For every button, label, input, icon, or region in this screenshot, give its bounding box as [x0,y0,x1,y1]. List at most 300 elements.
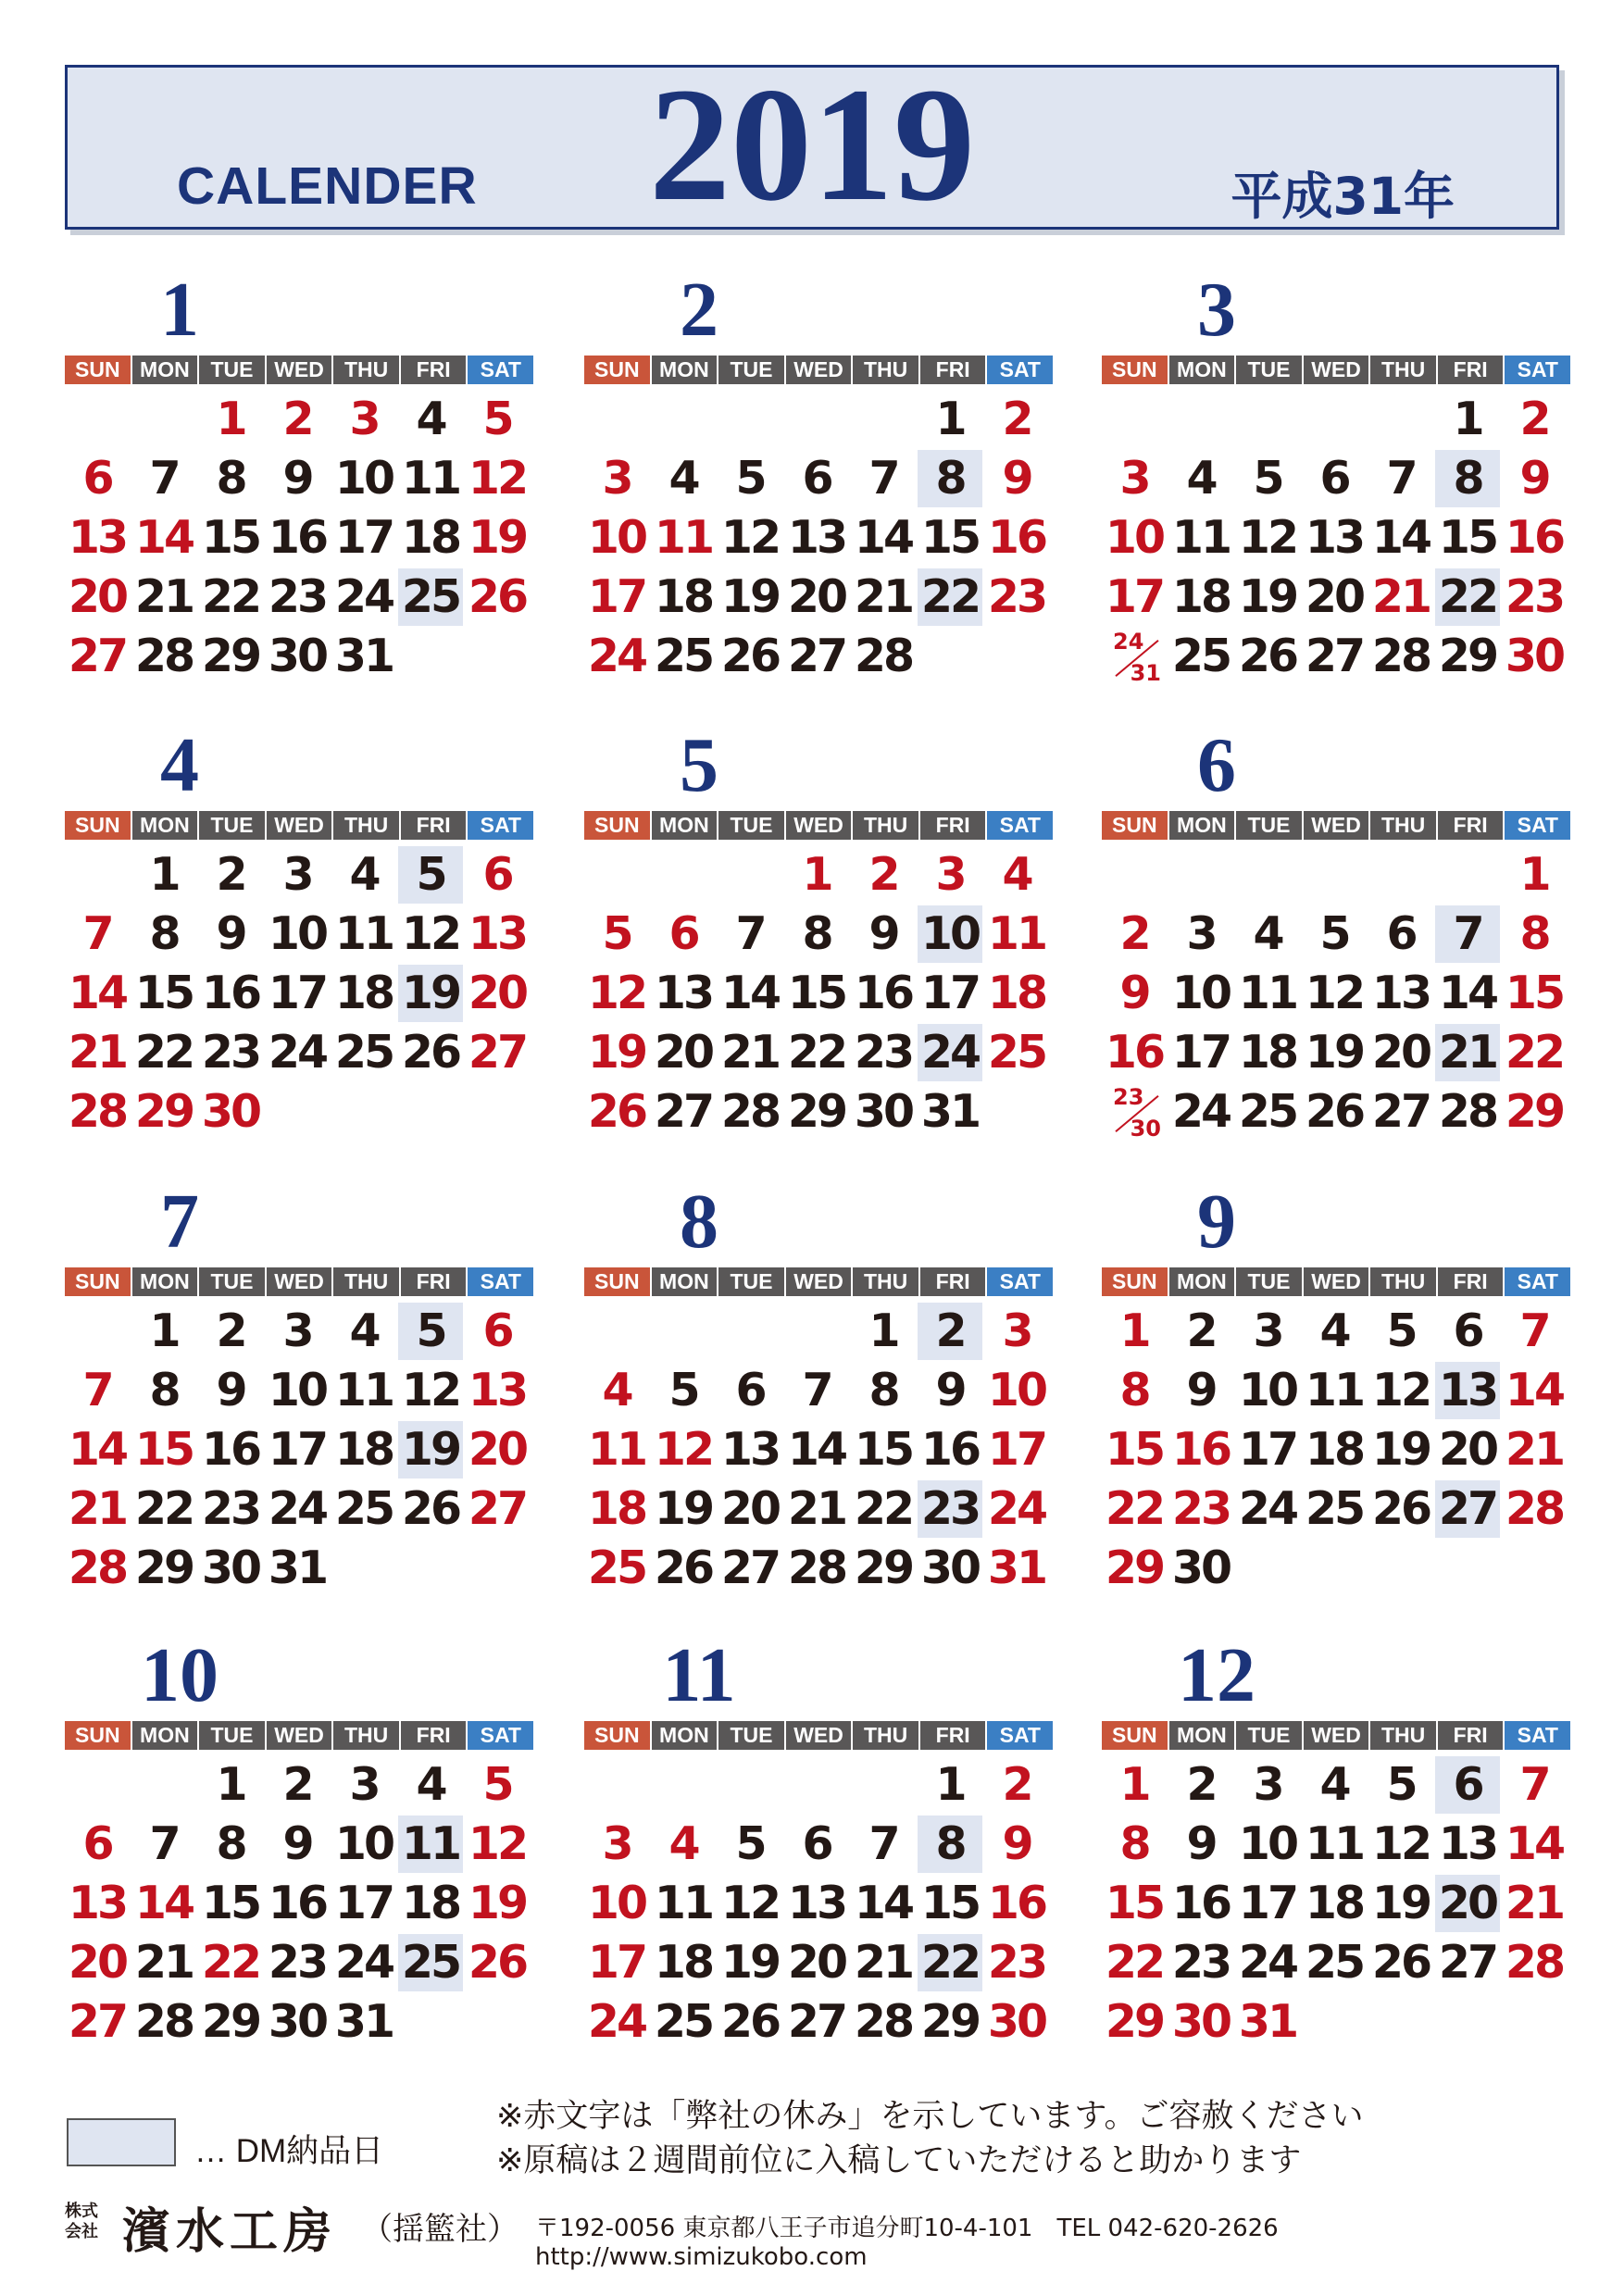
weekday-sat: SAT [987,1267,1053,1296]
day-cell: 29 [787,1085,846,1138]
day-cell: 19 [398,965,463,1022]
day-cell: 9 [282,1817,312,1870]
day-cell: 18 [334,967,394,1019]
day-cell: 13 [1371,967,1430,1019]
day-cell: 30 [201,1085,260,1138]
day-cell: 2 [216,848,245,901]
day-cell: 8 [1435,450,1500,507]
weekday-tue: TUE [199,356,265,384]
day-cell: 27 [1438,1936,1497,1989]
day-cell: 2 [1519,393,1549,445]
day-cell: 22 [854,1482,913,1535]
day-cell: 2 [1186,1758,1216,1811]
month-number: 8 [680,1179,718,1265]
weekday-mon: MON [652,1267,718,1296]
day-cell: 22 [1505,1026,1564,1079]
day-cell: 23 [268,1936,327,1989]
day-cell: 29 [134,1085,194,1138]
weekday-fri: FRI [920,356,986,384]
day-cell: 15 [134,1423,194,1476]
weekday-thu: THU [333,811,399,840]
day-cell: 6 [82,1817,112,1870]
weekday-thu: THU [333,1267,399,1296]
day-cell: 23 [1171,1482,1230,1535]
day-cell: 13 [1305,511,1364,564]
weekday-fri: FRI [1438,356,1504,384]
day-cell: 25 [334,1026,394,1079]
weekday-sat: SAT [1505,356,1570,384]
day-cell: 24 [587,630,646,682]
month-12 [1102,1634,1570,2060]
month-1 [65,268,533,694]
day-cell: 19 [587,1026,646,1079]
day-cell: 30 [268,630,327,682]
weekday-header [1102,811,1570,840]
day-cell: 18 [654,1936,713,1989]
weekday-header [584,1721,1053,1750]
day-cell: 6 [802,1817,831,1870]
day-cell: 16 [268,511,327,564]
day-cell: 27 [720,1541,780,1594]
day-cell: 30 [920,1541,980,1594]
weekday-wed: WED [267,811,332,840]
month-4 [65,724,533,1150]
day-cell: 31 [268,1541,327,1594]
day-cell: 5 [398,1303,463,1360]
weekday-tue: TUE [718,811,784,840]
weekday-sun: SUN [584,811,650,840]
day-cell: 11 [987,907,1046,960]
day-cell: 6 [1319,452,1349,505]
day-cell: 3 [602,452,631,505]
day-cell: 6 [735,1364,765,1416]
day-cell: 10 [587,511,646,564]
day-cell: 2 [1186,1304,1216,1357]
day-cell: 23 [268,570,327,623]
day-cell: 4 [1319,1304,1349,1357]
day-cell: 29 [201,1995,260,2048]
day-cell: 26 [1238,630,1297,682]
month-number: 10 [141,1632,219,1718]
day-cell: 8 [149,907,179,960]
day-cell: 10 [587,1877,646,1929]
weekday-wed: WED [786,356,852,384]
weekday-fri: FRI [401,356,467,384]
day-cell: 27 [787,630,846,682]
day-cell: 22 [1105,1482,1164,1535]
day-cell: 13 [68,1877,127,1929]
day-cell: 9 [1186,1817,1216,1870]
day-cell: 21 [854,570,913,623]
day-cell: 30 [1171,1541,1230,1594]
day-cell: 31 [334,630,394,682]
day-cell: 10 [334,452,394,505]
day-cell: 5 [482,1758,512,1811]
day-cell: 15 [201,1877,260,1929]
day-cell: 15 [787,967,846,1019]
day-cell: 12 [1371,1817,1430,1870]
day-cell: 20 [468,967,527,1019]
day-cell: 31 [1238,1995,1297,2048]
day-cell: 27 [68,1995,127,2048]
day-cell: 10 [1238,1817,1297,1870]
day-cell: 22 [918,1934,982,1991]
month-number: 5 [680,722,718,808]
weekday-tue: TUE [718,356,784,384]
day-cell: 28 [787,1541,846,1594]
weekday-header [584,1267,1053,1296]
day-cell: 17 [587,570,646,623]
weekday-wed: WED [786,811,852,840]
weekday-mon: MON [652,1721,718,1750]
note-manuscript: ※原稿は２週間前位に入稿していただけると助かります [496,2142,1302,2179]
day-cell: 26 [1305,1085,1364,1138]
weekday-tue: TUE [199,811,265,840]
day-cell: 6 [802,452,831,505]
day-cell: 1 [1119,1758,1149,1811]
day-cell: 1 [935,1758,965,1811]
day-cell: 8 [216,452,245,505]
day-cell: 29 [854,1541,913,1594]
day-cell: 10 [268,1364,327,1416]
day-cell: 23 [854,1026,913,1079]
day-cell: 16 [920,1423,980,1476]
day-cell: 18 [1305,1423,1364,1476]
day-cell: 2 [1002,1758,1031,1811]
day-cell: 21 [854,1936,913,1989]
day-cell: 8 [216,1817,245,1870]
weekday-sun: SUN [584,356,650,384]
day-cell: 1 [802,848,831,901]
weekday-tue: TUE [1236,356,1302,384]
weekday-fri: FRI [401,1721,467,1750]
day-cell: 1 [1453,393,1482,445]
day-cell: 3 [602,1817,631,1870]
day-cell: 20 [654,1026,713,1079]
day-cell: 5 [668,1364,698,1416]
weekday-mon: MON [132,356,198,384]
day-cell: 17 [268,967,327,1019]
weekday-thu: THU [1370,356,1436,384]
day-cell: 2 [1002,393,1031,445]
weekday-sun: SUN [1102,1267,1168,1296]
weekday-sun: SUN [1102,356,1168,384]
weekday-mon: MON [132,1267,198,1296]
day-cell: 29 [1105,1995,1164,2048]
dm-legend-text: … DM納品日 [194,2133,384,2169]
day-cell: 24 [334,1936,394,1989]
weekday-mon: MON [652,356,718,384]
weekday-fri: FRI [1438,1721,1504,1750]
day-cell: 21 [68,1482,127,1535]
day-cell: 25 [987,1026,1046,1079]
day-cell: 28 [134,630,194,682]
day-cell: 15 [134,967,194,1019]
day-cell: 3 [935,848,965,901]
day-cell: 11 [398,1816,463,1873]
day-cell: 15 [1105,1423,1164,1476]
day-cell: 15 [1105,1877,1164,1929]
day-cell: 24 [587,1995,646,2048]
day-cell: 13 [787,511,846,564]
day-cell: 28 [68,1085,127,1138]
day-cell: 3 [282,848,312,901]
day-cell: 25 [398,1934,463,1991]
weekday-wed: WED [1304,1721,1369,1750]
day-cell: 27 [468,1482,527,1535]
day-cell: 21 [1435,1024,1500,1081]
day-cell: 16 [1171,1423,1230,1476]
weekday-header [65,1721,533,1750]
day-cell: 14 [720,967,780,1019]
weekday-sat: SAT [987,356,1053,384]
day-cell: 13 [720,1423,780,1476]
day-cell: 20 [787,570,846,623]
day-cell: 19 [720,570,780,623]
day-cell: 19 [398,1421,463,1479]
day-cell: 16 [268,1877,327,1929]
day-cell: 12 [468,1817,527,1870]
day-cell: 5 [398,846,463,904]
day-cell: 25 [398,568,463,626]
day-cell: 22 [787,1026,846,1079]
day-cell: 21 [1505,1423,1564,1476]
weekday-tue: TUE [718,1721,784,1750]
day-cell: 3 [1253,1304,1282,1357]
day-cell: 16 [854,967,913,1019]
day-cell: 13 [468,1364,527,1416]
month-2 [584,268,1053,694]
weekday-mon: MON [132,1721,198,1750]
split-date-top: 24 [1113,629,1144,655]
month-8 [584,1180,1053,1606]
day-cell: 20 [720,1482,780,1535]
day-cell: 26 [401,1482,460,1535]
day-cell: 15 [854,1423,913,1476]
month-number: 9 [1197,1179,1236,1265]
day-cell: 20 [1305,570,1364,623]
day-cell: 22 [134,1482,194,1535]
day-cell: 1 [216,1758,245,1811]
day-cell: 28 [854,1995,913,2048]
day-cell [1102,628,1167,685]
day-cell: 14 [1505,1817,1564,1870]
day-cell: 23 [987,1936,1046,1989]
day-cell: 8 [149,1364,179,1416]
day-cell: 20 [1435,1875,1500,1932]
weekday-mon: MON [1169,1267,1235,1296]
day-cell: 3 [1186,907,1216,960]
day-cell: 18 [1171,570,1230,623]
day-cell: 26 [468,570,527,623]
day-cell: 4 [349,848,379,901]
day-cell: 12 [720,511,780,564]
day-cell: 27 [654,1085,713,1138]
day-cell: 7 [82,1364,112,1416]
day-cell: 8 [918,450,982,507]
weekday-header [584,811,1053,840]
weekday-wed: WED [1304,356,1369,384]
day-cell: 11 [401,452,460,505]
day-cell: 22 [1435,568,1500,626]
day-cell: 15 [201,511,260,564]
day-cell: 24 [268,1482,327,1535]
day-cell: 10 [1171,967,1230,1019]
day-cell: 17 [987,1423,1046,1476]
day-cell: 1 [149,1304,179,1357]
weekday-fri: FRI [920,811,986,840]
day-cell: 2 [216,1304,245,1357]
day-cell: 7 [868,1817,898,1870]
day-cell: 9 [216,1364,245,1416]
weekday-wed: WED [1304,1267,1369,1296]
split-date [1107,629,1163,686]
day-cell: 15 [1438,511,1497,564]
day-cell: 14 [1505,1364,1564,1416]
brand-logo: 濱水工房 [122,2203,338,2260]
day-cell: 23 [987,570,1046,623]
month-number: 3 [1197,267,1236,353]
day-cell: 14 [134,1877,194,1929]
day-cell: 30 [1505,630,1564,682]
calendar-header [65,55,1559,235]
weekday-header [1102,1721,1570,1750]
day-cell: 20 [68,1936,127,1989]
split-date-bottom: 30 [1130,1116,1161,1142]
day-cell: 13 [68,511,127,564]
day-cell: 5 [1319,907,1349,960]
day-cell: 13 [1438,1817,1497,1870]
weekday-wed: WED [786,1721,852,1750]
day-cell: 31 [920,1085,980,1138]
day-cell: 25 [587,1541,646,1594]
month-number: 11 [662,1632,736,1718]
day-cell: 24 [268,1026,327,1079]
weekday-wed: WED [267,1267,332,1296]
day-cell: 1 [1519,848,1549,901]
contact-info: 〒192-0056 東京都八王子市追分町10-4-101 TEL 042-620-2626 http://www.simizukobo.com [535,2215,1303,2271]
day-cell: 18 [987,967,1046,1019]
weekday-thu: THU [1370,1721,1436,1750]
day-cell: 2 [282,1758,312,1811]
day-cell: 31 [987,1541,1046,1594]
day-cell: 6 [1435,1756,1500,1814]
day-cell: 21 [68,1026,127,1079]
day-cell: 25 [1171,630,1230,682]
day-cell: 7 [1519,1304,1549,1357]
weekday-wed: WED [1304,811,1369,840]
day-cell: 17 [334,511,394,564]
day-cell: 1 [216,393,245,445]
day-cell: 8 [1119,1817,1149,1870]
month-number: 1 [160,267,199,353]
day-cell: 23 [1505,570,1564,623]
day-cell: 18 [654,570,713,623]
day-cell: 7 [82,907,112,960]
day-cell: 28 [68,1541,127,1594]
day-cell: 24 [1238,1482,1297,1535]
day-cell: 25 [334,1482,394,1535]
day-cell: 24 [987,1482,1046,1535]
weekday-tue: TUE [718,1267,784,1296]
day-cell: 1 [149,848,179,901]
day-cell: 14 [68,967,127,1019]
day-cell: 27 [1371,1085,1430,1138]
day-cell: 3 [1253,1758,1282,1811]
day-cell: 4 [349,1304,379,1357]
weekday-mon: MON [132,811,198,840]
day-cell: 20 [468,1423,527,1476]
day-cell: 2 [868,848,898,901]
day-cell: 18 [334,1423,394,1476]
day-cell: 5 [1386,1304,1416,1357]
weekday-sun: SUN [65,811,131,840]
weekday-wed: WED [786,1267,852,1296]
day-cell: 18 [401,1877,460,1929]
day-cell: 6 [668,907,698,960]
day-cell: 21 [787,1482,846,1535]
day-cell: 24 [1238,1936,1297,1989]
year-title: 2019 [649,55,975,235]
day-cell: 11 [1305,1364,1364,1416]
day-cell: 26 [720,1995,780,2048]
day-cell: 4 [416,1758,445,1811]
day-cell: 3 [1002,1304,1031,1357]
day-cell: 11 [1305,1817,1364,1870]
day-cell: 18 [1238,1026,1297,1079]
day-cell: 9 [282,452,312,505]
day-cell: 7 [149,452,179,505]
calendar-label: CALENDER [177,156,478,216]
day-cell: 21 [1371,570,1430,623]
weekday-fri: FRI [401,811,467,840]
day-cell: 4 [416,393,445,445]
weekday-thu: THU [853,356,918,384]
day-cell: 9 [216,907,245,960]
day-cell: 29 [201,630,260,682]
month-number: 4 [160,722,199,808]
day-cell: 21 [1505,1877,1564,1929]
day-cell: 26 [720,630,780,682]
day-cell: 20 [1438,1423,1497,1476]
weekday-header [65,1267,533,1296]
day-cell: 31 [334,1995,394,2048]
day-cell: 20 [68,570,127,623]
day-cell: 19 [1305,1026,1364,1079]
day-cell: 17 [1105,570,1164,623]
day-cell: 4 [1319,1758,1349,1811]
day-cell: 7 [1386,452,1416,505]
month-number: 6 [1197,722,1236,808]
day-cell: 4 [1253,907,1282,960]
day-cell: 19 [468,511,527,564]
day-cell: 15 [920,511,980,564]
weekday-sat: SAT [468,811,533,840]
day-cell: 7 [1519,1758,1549,1811]
day-cell: 5 [735,1817,765,1870]
day-cell: 26 [401,1026,460,1079]
day-cell: 19 [468,1877,527,1929]
weekday-sun: SUN [65,1721,131,1750]
month-9 [1102,1180,1570,1606]
day-cell: 8 [1519,907,1549,960]
weekday-header [1102,356,1570,384]
day-cell: 10 [1238,1364,1297,1416]
day-cell: 29 [920,1995,980,2048]
day-cell: 26 [654,1541,713,1594]
note-holidays: ※赤文字は「弊社の休み」を示しています。ご容赦ください [496,2098,1364,2135]
day-cell: 18 [587,1482,646,1535]
